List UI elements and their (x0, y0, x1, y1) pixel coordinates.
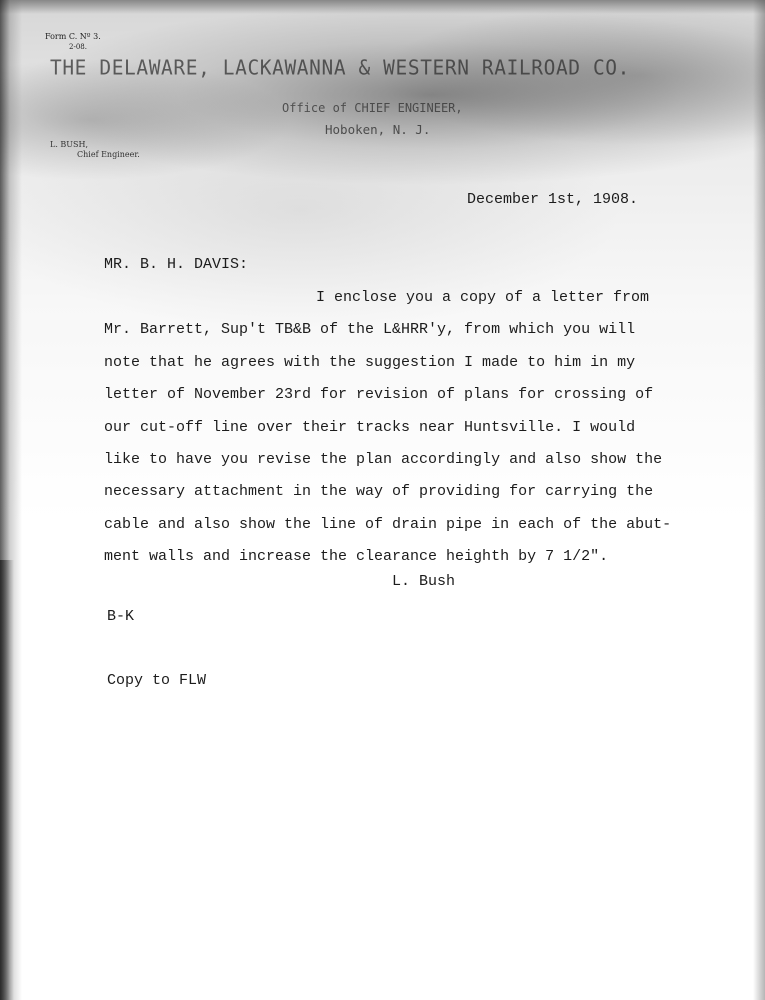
signature: L. Bush (392, 573, 456, 590)
form-number: Form C. Nº 3. (45, 32, 101, 41)
page-left-edge-dark-band (0, 560, 14, 1000)
engineer-name: L. BUSH, (50, 140, 89, 149)
typist-initials: B-K (107, 608, 135, 625)
form-sub-number: 2-08. (69, 43, 87, 51)
letter-body (104, 286, 724, 578)
office-line: Office of CHIEF ENGINEER, (282, 101, 463, 115)
body-line: Mr. Barrett, Sup't TB&B of the L&HRR'y, from which you will (104, 321, 636, 339)
salutation: MR. B. H. DAVIS: (104, 256, 249, 273)
letter-date: December 1st, 1908. (467, 191, 639, 208)
body-line: like to have you revise the plan accordingly and also show the (104, 450, 663, 468)
body-line: note that he agrees with the suggestion I made to him in my (104, 353, 636, 371)
company-name: THE DELAWARE, LACKAWANNA & WESTERN RAILROAD CO. (50, 55, 630, 80)
body-line: our cut-off line over their tracks near Huntsville. I would (104, 418, 636, 436)
city-line: Hoboken, N. J. (325, 122, 431, 137)
copy-note: Copy to FLW (107, 672, 207, 689)
body-line: I enclose you a copy of a letter from (316, 289, 650, 306)
body-line: necessary attachment in the way of providing for carrying the (104, 483, 654, 501)
body-line: ment walls and increase the clearance heighth by 7 1/2". (104, 548, 609, 566)
engineer-title: Chief Engineer. (77, 150, 140, 159)
page-top-edge-shadow (0, 0, 765, 14)
body-line: cable and also show the line of drain pipe in each of the abut- (104, 515, 672, 533)
page-right-edge-shadow (753, 0, 765, 1000)
body-line: letter of November 23rd for revision of plans for crossing of (104, 386, 654, 404)
